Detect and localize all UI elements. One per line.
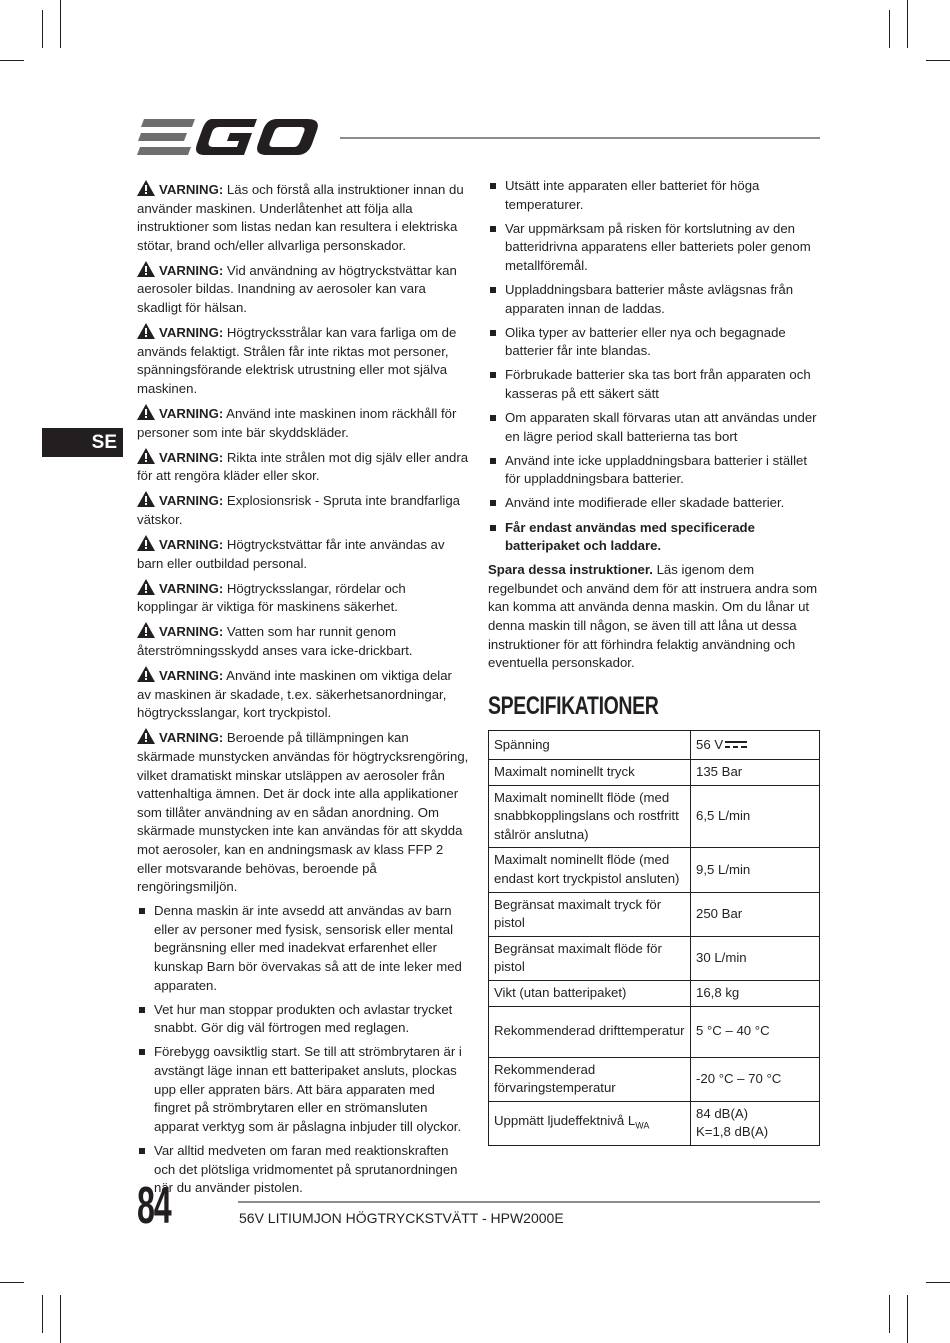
warning-label: VARNING:: [159, 262, 224, 278]
bullet-square-icon: [490, 500, 496, 506]
spec-value: 250 Bar: [691, 892, 820, 936]
warning-label: VARNING:: [159, 449, 224, 465]
bullet-square-icon: [139, 1049, 145, 1055]
crop-mark: [60, 0, 61, 48]
warning-label: VARNING:: [159, 182, 224, 197]
left-column: [137, 180, 469, 1203]
warning-text: Vatten som har runnit genom återströmningsskydd anses vara icke-drickbart.: [137, 624, 413, 659]
warning-item: [137, 448, 469, 486]
bullet-text: Olika typer av batterier eller nya och begagnade batterier får inte blandas.: [505, 324, 786, 359]
spec-value: 16,8 kg: [691, 980, 820, 1006]
bullet-square-icon: [139, 1148, 145, 1154]
crop-mark: [926, 1282, 950, 1283]
spec-key: Maximalt nominellt flöde (med snabbkopplingslans och rostfritt stålrör anslutna): [489, 785, 691, 848]
bullet-text: Denna maskin är inte avsedd att användas av barn eller av personer med fysisk, sensorisk eller mental begränsning eller med inadekvat erfarenhet eller kunskap Barn bör övervakas så att de inte leker med apparaten.: [154, 903, 462, 993]
warning-label: VARNING:: [159, 730, 224, 746]
footer-title: 56V LITIUMJON HÖGTRYCKSTVÄTT - HPW2000E: [239, 1210, 564, 1226]
ego-logo: [137, 116, 322, 158]
warning-text: Använd inte maskinen inom räckhåll för personer som inte bär skyddskläder.: [137, 406, 457, 440]
warning-label: VARNING:: [159, 580, 224, 596]
warning-text: Explosionsrisk - Spruta inte brandfarliga vätskor.: [137, 493, 460, 527]
list-item: [488, 220, 821, 276]
list-item: [137, 902, 469, 995]
spec-value: 9,5 L/min: [691, 848, 820, 892]
bullet-text: Vet hur man stoppar produkten och avlastar trycket snabbt. Gör dig väl förtrogen med reglagen.: [154, 1001, 453, 1036]
bullet-square-icon: [490, 415, 496, 421]
spec-value: [691, 731, 820, 760]
spec-value: 5 °C – 40 °C: [691, 1006, 820, 1057]
spec-heading: SPECIFIKATIONER: [488, 692, 659, 720]
sound-value: 84 dB(A): [696, 1105, 749, 1121]
table-row: [489, 760, 820, 786]
warning-item: [137, 404, 469, 442]
warning-item: [137, 622, 469, 660]
warning-text: Högtrycksslangar, rördelar och kopplingar är viktiga för maskinens säkerhet.: [137, 580, 406, 615]
crop-mark: [889, 1295, 890, 1333]
list-item: [137, 1043, 469, 1136]
warning-item: [137, 180, 469, 255]
list-item: [137, 1142, 469, 1198]
bullet-text: Använd inte icke uppladdningsbara batterier i stället för uppladdningsbara batterier.: [505, 452, 808, 487]
warning-triangle-icon: [137, 579, 155, 595]
bullet-square-icon: [139, 908, 145, 914]
warning-item: [137, 579, 469, 617]
bullet-square-icon: [490, 372, 496, 378]
warning-item: [137, 491, 469, 529]
bullet-text: Om apparaten skall förvaras utan att användas under en lägre period skall batterierna tas bort: [505, 410, 817, 444]
warning-text: Vid användning av högtryckstvättar kan aerosoler bildas. Inandning av aerosoler kan vara skadligt för hälsan.: [137, 262, 457, 316]
warning-text: Rikta inte strålen mot dig själv eller andra för att rengöra kläder eller skor.: [137, 449, 469, 484]
sound-key: Uppmätt ljudeffektnivå L: [494, 1112, 636, 1128]
bullet-square-icon: [490, 525, 496, 531]
crop-mark: [907, 0, 908, 48]
warning-label: VARNING:: [159, 624, 224, 640]
list-item: [488, 177, 821, 214]
bullet-square-icon: [490, 226, 496, 232]
table-row: [489, 785, 820, 848]
bullet-square-icon: [490, 183, 496, 189]
bullet-square-icon: [490, 458, 496, 464]
warning-label: VARNING:: [159, 406, 224, 422]
table-row: [489, 1057, 820, 1101]
bullet-text: Var alltid medveten om faran med reaktionskraften och det plötsliga vridmomentet på sprutanordningen när du använder pistolen.: [154, 1142, 458, 1196]
spec-key: [489, 1101, 691, 1145]
list-item: [137, 1001, 469, 1038]
warning-item: [137, 535, 469, 573]
bullet-text: Förbrukade batterier ska tas bort från apparaten och kasseras på ett säkert sätt: [505, 367, 811, 401]
warning-triangle-icon: [137, 728, 155, 744]
list-item: [488, 494, 821, 513]
save-instructions-label: Spara dessa instruktioner.: [488, 562, 653, 578]
table-row: [489, 980, 820, 1006]
spec-value: 30 L/min: [691, 936, 820, 980]
warning-triangle-icon: [137, 261, 155, 277]
warning-triangle-icon: [137, 491, 155, 507]
spec-value: [691, 1101, 820, 1145]
bullet-text: Var uppmärksam på risken för kortslutning av den batteridrivna apparatens eller batteriets poler genom metallföremål.: [505, 220, 811, 273]
bullet-text: Förebygg oavsiktlig start. Se till att strömbrytaren är i avstängt läge innan ett batteripaket ansluts, plockas upp eller appraten bärs. Att bära apparaten med fingret på strömbrytaren eller en strömansluten apparat verktyg som är påslagna inbjuder till olyckor.: [154, 1044, 462, 1134]
list-item: [488, 409, 821, 446]
spec-key: Rekommenderad förvaringstemperatur: [489, 1057, 691, 1101]
sound-uncertainty: K=1,8 dB(A): [696, 1124, 769, 1140]
warning-triangle-icon: [137, 535, 155, 551]
warning-label: VARNING:: [159, 493, 224, 509]
footer-rule: [238, 1201, 820, 1203]
warning-item: [137, 666, 469, 723]
table-row: [489, 1101, 820, 1145]
list-item: [488, 324, 821, 361]
left-bullet-list: [137, 902, 469, 1197]
warning-item: [137, 261, 469, 318]
crop-mark: [889, 10, 890, 48]
crop-mark: [42, 1295, 43, 1333]
table-row: [489, 892, 820, 936]
crop-mark: [926, 60, 950, 61]
warning-text: Använd inte maskinen om viktiga delar av maskinen är skadade, t.ex. säkerhetsanordningar, högtrycksslangar, kort tryckpistol.: [137, 668, 452, 721]
dc-symbol-icon: [725, 740, 747, 750]
warning-label: VARNING:: [159, 537, 224, 553]
warning-label: VARNING:: [159, 668, 224, 684]
warnings-list: [137, 180, 469, 897]
spec-table: [488, 730, 820, 1146]
warning-triangle-icon: [137, 404, 155, 420]
warning-text: Läs och förstå alla instruktioner innan du använder maskinen. Underlåtenhet att följa alla instruktioner som listas nedan kan resultera i elektriska stötar, brand och/eller allvarliga personskador.: [137, 182, 464, 253]
list-item: [488, 366, 821, 403]
spec-key: Vikt (utan batteripaket): [489, 980, 691, 1006]
spec-key: Begränsat maximalt tryck för pistol: [489, 892, 691, 936]
header-rule: [340, 137, 820, 139]
crop-mark: [0, 1282, 24, 1283]
warning-triangle-icon: [137, 622, 155, 638]
save-instructions: [488, 561, 821, 673]
table-row: [489, 731, 820, 760]
list-item: [488, 452, 821, 489]
bullet-text: Får endast användas med specificerade batteripaket och laddare.: [505, 519, 755, 554]
list-item: [488, 281, 821, 318]
warning-triangle-icon: [137, 448, 155, 464]
bullet-text: Utsätt inte apparaten eller batteriet för höga temperaturer.: [505, 178, 760, 212]
page-number: 84: [137, 1177, 171, 1235]
spec-key: Rekommenderad drifttemperatur: [489, 1006, 691, 1057]
spec-value: -20 °C – 70 °C: [691, 1057, 820, 1101]
crop-mark: [42, 10, 43, 48]
table-row: [489, 1006, 820, 1057]
spec-key: Maximalt nominellt flöde (med endast kort tryckpistol ansluten): [489, 848, 691, 892]
warning-label: VARNING:: [159, 325, 224, 341]
warning-text: Beroende på tillämpningen kan skärmade munstycken användas för högtrycksrengöring, vilket dramatiskt minskar utsläppen av aerosoler från vattenhaltiga ämnen. Det är dock inte alla applikationer som tillåter användning av en sådan anordning. Om skärmade munstycken inte kan användas för att skydda mot aerosoler, kan en andningsmask av klass FFP 2 eller motsvarande behövas, beroende på rengöringsmiljön.: [137, 730, 469, 895]
bullet-square-icon: [490, 330, 496, 336]
spec-key: Begränsat maximalt flöde för pistol: [489, 936, 691, 980]
list-item: [488, 519, 821, 556]
crop-mark: [60, 1295, 61, 1343]
spec-value: 6,5 L/min: [691, 785, 820, 848]
spec-key: Spänning: [489, 731, 691, 760]
bullet-text: Använd inte modifierade eller skadade batterier.: [505, 495, 785, 511]
spec-value: 135 Bar: [691, 760, 820, 786]
bullet-square-icon: [490, 287, 496, 293]
language-tab: SE: [42, 428, 123, 457]
sound-key-subscript: WA: [635, 1120, 650, 1131]
table-row: [489, 848, 820, 892]
warning-text: Högtrycksstrålar kan vara farliga om de används felaktigt. Strålen får inte riktas mot personer, spänningsförande elektrisk utrustning eller mot själva maskinen.: [137, 325, 457, 396]
save-instructions-text: Läs igenom dem regelbundet och använd dem för att instruera andra som kan komma att använda denna maskin. Om du lånar ut denna maskin till någon, se även till att låna ut dessa instruktioner för att förhindra felaktig användning och eventuella personskador.: [488, 562, 818, 671]
crop-mark: [907, 1295, 908, 1343]
warning-triangle-icon: [137, 180, 155, 196]
voltage-value: 56 V: [696, 736, 724, 752]
table-row: [489, 936, 820, 980]
warning-text: Högtryckstvättar får inte användas av barn eller outbildad personal.: [137, 537, 445, 571]
warning-item: [137, 728, 469, 896]
right-column: [488, 177, 821, 673]
warning-triangle-icon: [137, 323, 155, 339]
warning-item: [137, 323, 469, 398]
spec-key: Maximalt nominellt tryck: [489, 760, 691, 786]
right-bullet-list: [488, 177, 821, 556]
crop-mark: [0, 60, 24, 61]
warning-triangle-icon: [137, 666, 155, 682]
bullet-text: Uppladdningsbara batterier måste avlägsnas från apparaten innan de laddas.: [505, 281, 794, 316]
bullet-square-icon: [139, 1007, 145, 1013]
